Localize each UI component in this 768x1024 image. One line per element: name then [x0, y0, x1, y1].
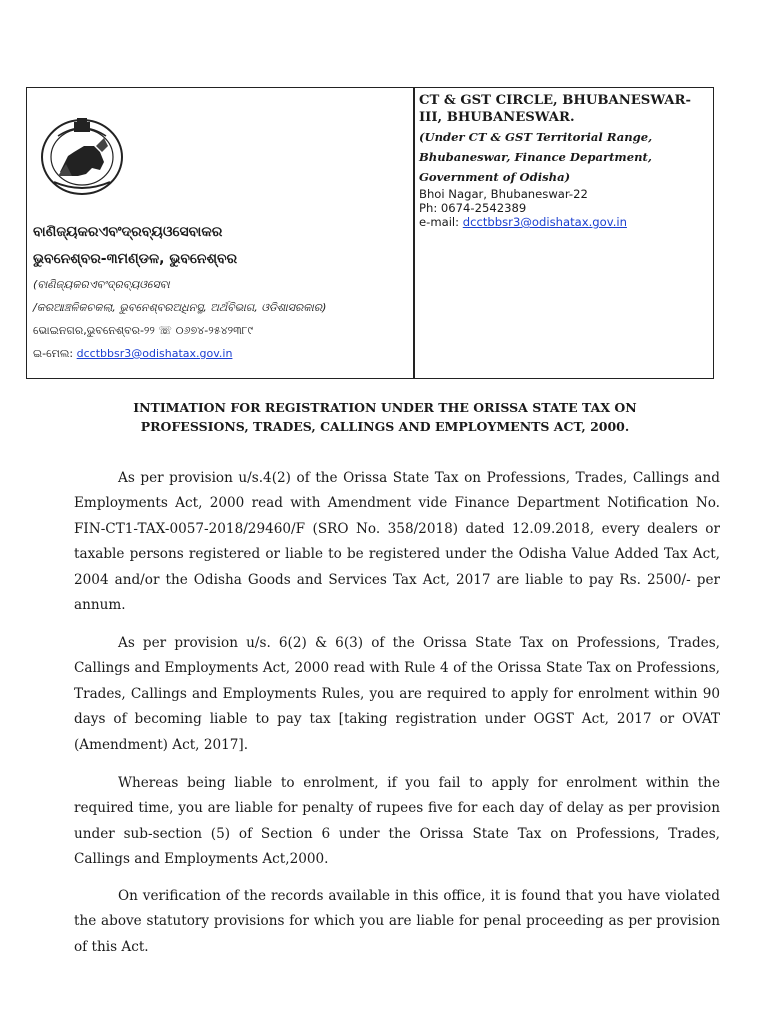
letterhead-odia-column: [27, 88, 413, 378]
paragraph-text: As per provision u/s. 6(2) & 6(3) of the Orissa State Tax on Professions, Trades, Callings and Employments Act, 2000 read with Rule 4 of the Orissa State Tax on Professions, Trades, Callings and Employments Rules, you are required to apply for enrolment within 90 days of becoming liable to pay tax [taking registration under OGST Act, 2017 or OVAT (Amendment) Act, 2017].: [74, 635, 720, 753]
office-subtitle: (Under CT & GST Territorial Range, Bhubaneswar, Finance Department, Government of Odisha): [419, 130, 653, 184]
paragraph-text: As per provision u/s.4(2) of the Orissa State Tax on Professions, Trades, Callings and Employments Act, 2000 read with Amendment vide Finance Department Notification No. FIN-CT1-TAX-0057-2018/29460/F (SRO No. 358/2018) dated 12.09.2018, every dealers or taxable persons registered or liable to be registered under the Odisha Value Added Tax Act, 2004 and/or the Odisha Goods and Services Tax Act, 2017 are liable to pay Rs. 2500/- per annum.: [74, 470, 720, 614]
odia-department-line: (ବାଣିଜ୍ୟକରଏବଂଦ୍ରବ୍ୟଓସେବା: [33, 278, 170, 291]
office-name: CT & GST CIRCLE, BHUBANESWAR-III, BHUBANESWAR.: [419, 93, 691, 125]
office-email-line: [419, 215, 711, 229]
paragraph-penalty: [74, 771, 720, 873]
letterhead-english-column: [419, 92, 711, 229]
office-phone: Ph: 0674-2542389: [419, 201, 527, 215]
paragraph-provision-4-2: [74, 466, 720, 618]
office-email-label: e-mail:: [419, 215, 460, 229]
odia-range-line: /କରଆଞ୍ଚଳିକଚକଲା, ଭୁବନେଶ୍ବରଅଧିନସ୍ଥ, ଅର୍ଥବିଭାଗ, ଓଡିଶାସରକାର): [33, 301, 327, 314]
letterhead-box: [26, 87, 714, 379]
odia-circle-name: ଭୁବନେଶ୍ବର-୩ମଣ୍ଡଳ, ଭୁବନେଶ୍ବର: [33, 251, 238, 267]
odia-email-label: ଇ-ମେଲ:: [33, 347, 74, 360]
document-title: INTIMATION FOR REGISTRATION UNDER THE ORISSA STATE TAX ON PROFESSIONS, TRADES, CALLINGS AND EMPLOYMENTS ACT, 2000.: [133, 400, 637, 434]
odia-email-link[interactable]: dcctbbsr3@odishatax.gov.in: [76, 347, 233, 360]
paragraph-verification: [74, 884, 720, 960]
office-email-link[interactable]: dcctbbsr3@odishatax.gov.in: [462, 215, 627, 229]
paragraph-provision-6-2: [74, 631, 720, 758]
letterhead-divider: [413, 88, 415, 378]
odisha-emblem-icon: [38, 116, 126, 198]
paragraph-text: On verification of the records available in this office, it is found that you have violated the above statutory provisions for which you are liable for penal proceeding as per provision of this Act.: [74, 888, 720, 955]
odia-email-line: [33, 347, 232, 361]
office-address: Bhoi Nagar, Bhubaneswar-22: [419, 187, 588, 201]
paragraph-text: Whereas being liable to enrolment, if you fail to apply for enrolment within the required time, you are liable for penalty of rupees five for each day of delay as per provision under sub-section (5) of Section 6 under the Orissa State Tax on Professions, Trades, Callings and Employments Act,2000.: [74, 775, 720, 868]
odia-address-phone: ଭୋଇନଗର,ଭୁବନେଶ୍ବର-୨୨ ☏ ୦୬୭୪-୨୫୪୨୩୮୯: [33, 324, 253, 337]
odia-office-title: ବାଣିଜ୍ୟକରଏବଂଦ୍ରବ୍ୟଓସେବାକର: [33, 224, 223, 240]
